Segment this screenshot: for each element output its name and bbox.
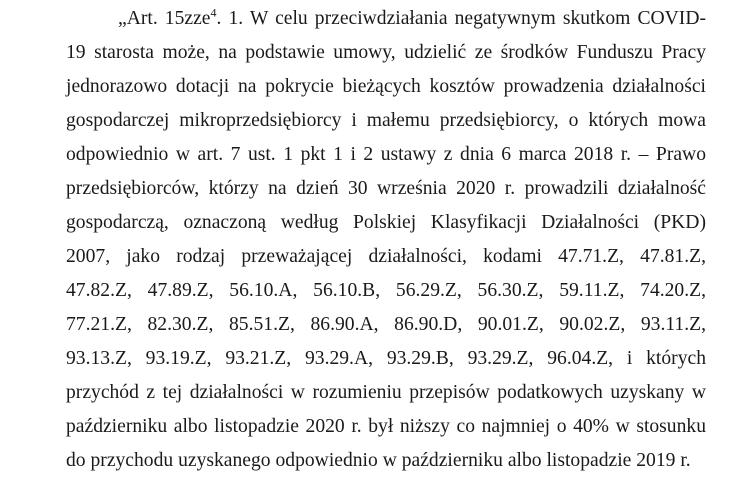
article-opening-text: . 1. W celu przeciwdziałania negatywnym skutkom COVID- (216, 8, 707, 29)
paragraph-line: jednorazowo dotacji na pokrycie bieżących kosztów prowadzenia działalności (66, 76, 706, 97)
paragraph-line: 19 starosta może, na podstawie umowy, udzielić ze środków Funduszu Pracy (66, 42, 706, 63)
paragraph-line: gospodarczej mikroprzedsiębiorcy i małemu przedsiębiorcy, o których mowa (66, 110, 706, 131)
paragraph-line: przychód z tej działalności w rozumieniu przepisów podatkowych uzyskany w (66, 382, 706, 403)
paragraph-line: 77.21.Z, 82.30.Z, 85.51.Z, 86.90.A, 86.90.D, 90.01.Z, 90.02.Z, 93.11.Z, (66, 314, 706, 335)
paragraph-line: przedsiębiorców, którzy na dzień 30 września 2020 r. prowadzili działalność (66, 178, 706, 199)
paragraph-line: październiku albo listopadzie 2020 r. był niższy co najmniej o 40% w stosunku (66, 416, 706, 437)
paragraph-line: do przychodu uzyskanego odpowiednio w październiku albo listopadzie 2019 r. (66, 450, 691, 471)
article-superscript: 4 (210, 5, 217, 20)
paragraph-line: 47.82.Z, 47.89.Z, 56.10.A, 56.10.B, 56.29.Z, 56.30.Z, 59.11.Z, 74.20.Z, (66, 280, 706, 301)
article-heading-text: „Art. 15zze (118, 8, 211, 29)
paragraph-line: odpowiednio w art. 7 ust. 1 pkt 1 i 2 ustawy z dnia 6 marca 2018 r. – Prawo (66, 144, 706, 165)
paragraph-line (118, 4, 706, 34)
paragraph-line: 2007, jako rodzaj przeważającej działalności, kodami 47.71.Z, 47.81.Z, (66, 246, 706, 267)
paragraph-line: 93.13.Z, 93.19.Z, 93.21.Z, 93.29.A, 93.29.B, 93.29.Z, 96.04.Z, i których (66, 348, 706, 369)
paragraph-line: gospodarczą, oznaczoną według Polskiej Klasyfikacji Działalności (PKD) (66, 212, 706, 233)
